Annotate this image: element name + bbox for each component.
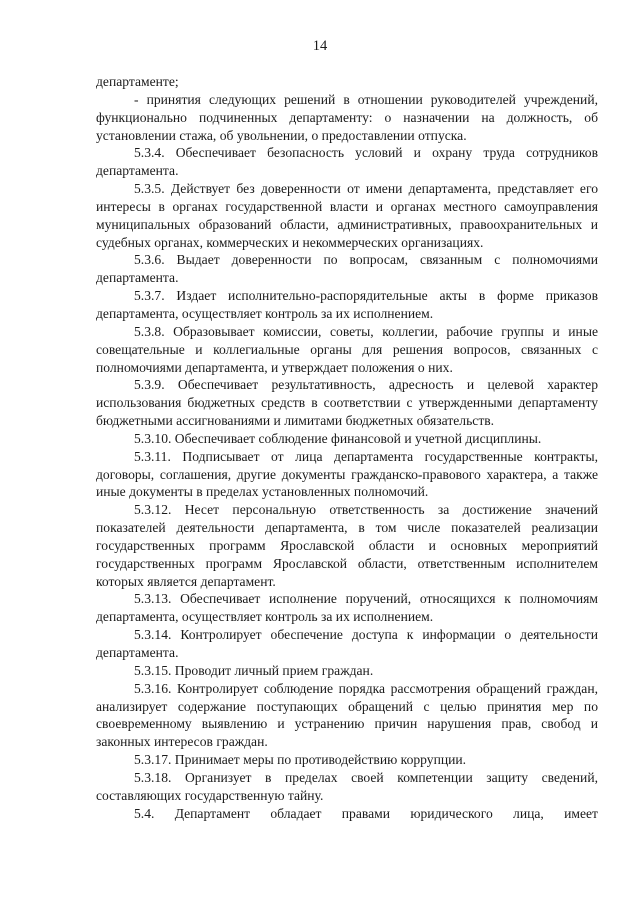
paragraph-5-4: 5.4. Департамент обладает правами юридического лица, имеет (134, 805, 598, 821)
paragraph-5-3-5: 5.3.5. Действует без доверенности от имени департамента, представляет его интересы в органах государственной власти и органах местного самоуправления муниципальных образований области, административных, правоохранительных и судебных органах, коммерческих и некоммерческих организациях. (96, 181, 598, 250)
paragraph-5-3-8: 5.3.8. Образовывает комиссии, советы, коллегии, рабочие группы и иные совещательные и коллегиальные органы для решения вопросов, связанных с полномочиями департамента, и утверждает положения о них. (96, 323, 598, 375)
paragraph-5-3-16: 5.3.16. Контролирует соблюдение порядка рассмотрения обращений граждан, анализирует содержание поступающих обращений с целью принятия мер по своевременному выявлению и устранению причин нарушения прав, свобод и законных интересов граждан. (96, 680, 598, 750)
page-number: 14 (312, 38, 328, 54)
paragraph-list-item: - принятия следующих решений в отношении руководителей учреждений, функционально подчиненных департаменту: о назначении на должность, об установлении стажа, об увольнении, о предоставлении отпуска. (96, 91, 598, 143)
paragraph-continuation: департаменте; (96, 74, 179, 89)
paragraph-5-3-11: 5.3.11. Подписывает от лица департамента государственные контракты, договоры, соглашения, другие документы гражданско-правового характера, а также иные документы в пределах установленных полномочий. (96, 448, 598, 500)
paragraph-5-3-9: 5.3.9. Обеспечивает результативность, адресность и целевой характер использования бюджетных средств в соответствии с утвержденными департаменту бюджетными ассигнованиями и лимитами бюджетных обязательств. (96, 377, 598, 429)
document-body (96, 73, 598, 822)
paragraph-5-3-13: 5.3.13. Обеспечивает исполнение поручений, относящихся к полномочиям департамента, осуществляет контроль за их исполнением. (96, 591, 598, 625)
paragraph-5-3-7: 5.3.7. Издает исполнительно-распорядительные акты в форме приказов департамента, осуществляет контроль за их исполнением. (96, 288, 598, 321)
paragraph-5-3-6: 5.3.6. Выдает доверенности по вопросам, связанным с полномочиями департамента. (96, 252, 598, 286)
paragraph-5-3-10: 5.3.10. Обеспечивает соблюдение финансовой и учетной дисциплины. (134, 430, 542, 446)
paragraph-5-3-4: 5.3.4. Обеспечивает безопасность условий и охрану труда сотрудников департамента. (96, 145, 598, 179)
paragraph-5-3-12: 5.3.12. Несет персональную ответственность за достижение значений показателей деятельности департамента, в том числе показателей реализации государственных программ Ярославской области и основных мероприятий государственных программ Ярославской области, ответственным исполнителем которых является департамент. (96, 502, 598, 589)
paragraph-5-3-17: 5.3.17. Принимает меры по противодействию коррупции. (134, 752, 467, 768)
paragraph-5-3-18: 5.3.18. Организует в пределах своей компетенции защиту сведений, составляющих государственную тайну. (96, 769, 598, 803)
paragraph-5-3-15: 5.3.15. Проводит личный прием граждан. (134, 662, 374, 678)
paragraph-5-3-14: 5.3.14. Контролирует обеспечение доступа к информации о деятельности департамента. (96, 627, 598, 660)
